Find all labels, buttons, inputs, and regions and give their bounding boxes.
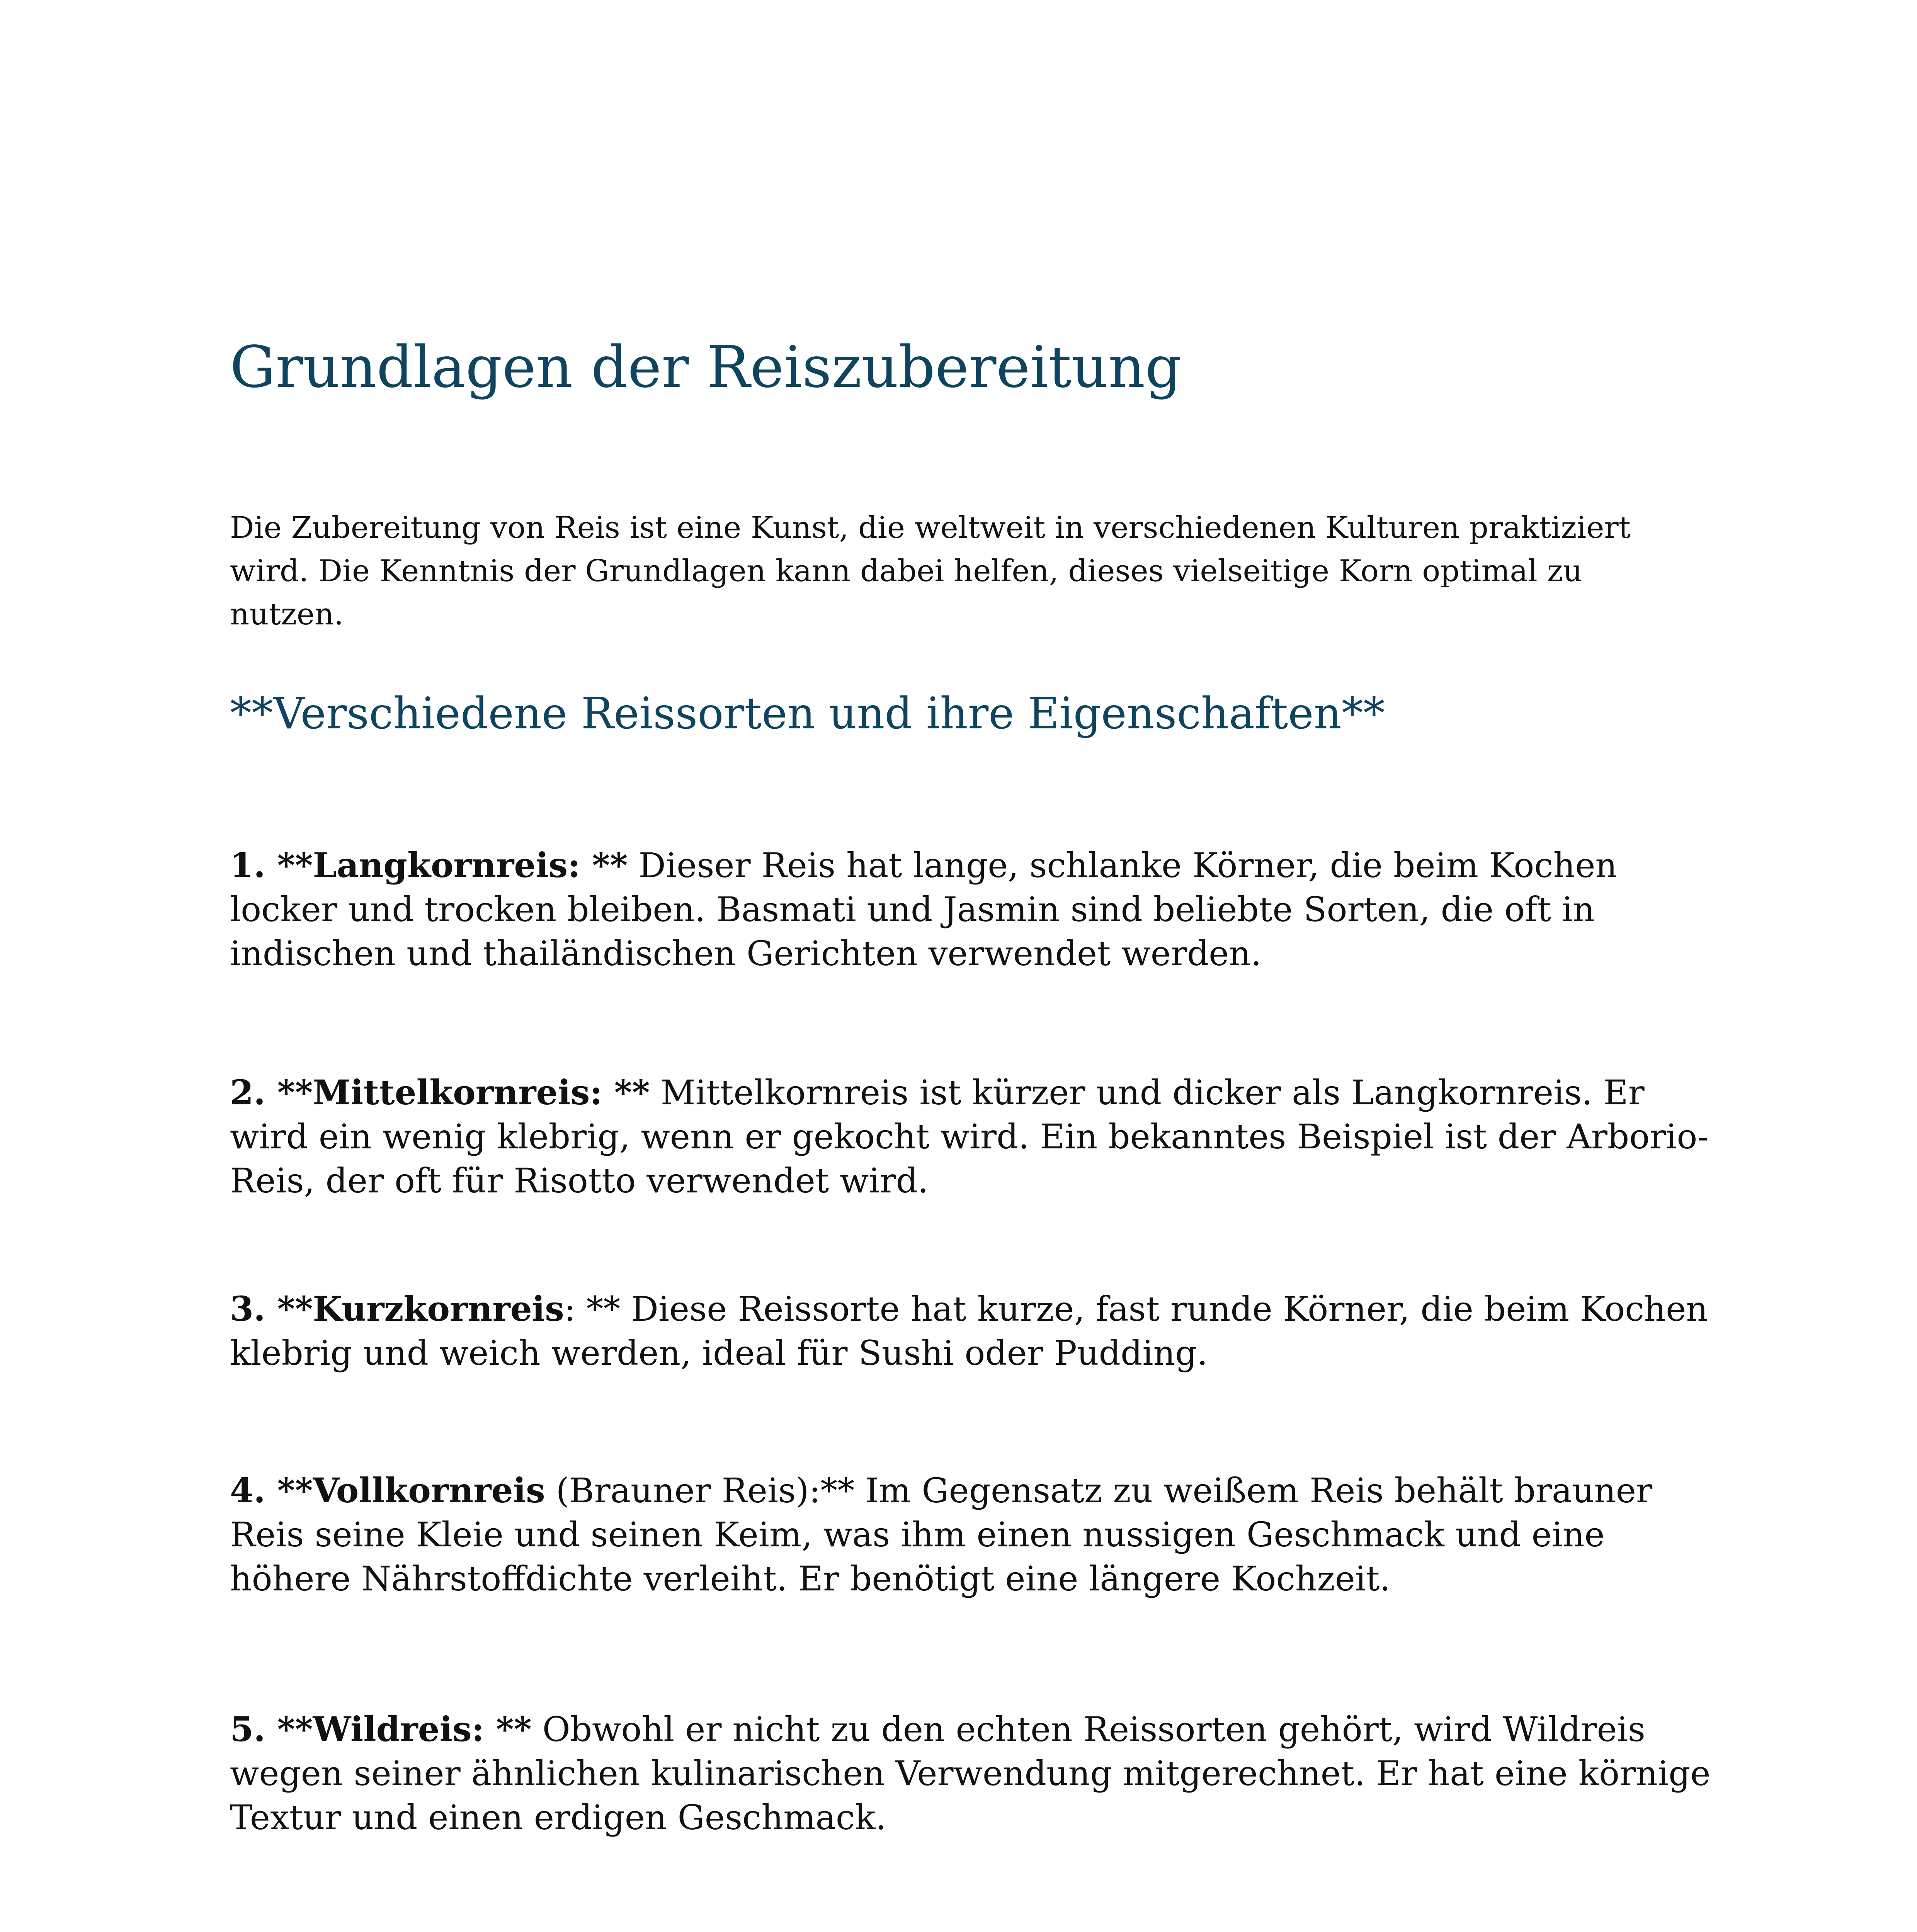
section-heading: **Verschiedene Reissorten und ihre Eigenschaften** xyxy=(230,689,1385,739)
rice-type-name: 2. **Mittelkornreis: ** xyxy=(230,1072,650,1112)
rice-type-item-3 xyxy=(230,1287,1729,1375)
rice-type-item-5 xyxy=(230,1707,1729,1840)
rice-type-description: Obwohl er nicht zu den echten Reissorten gehört, wird Wildreis wegen seiner ähnlichen kulinarischen Verwendung mitgerechnet. Er hat eine körnige Textur und einen erdigen Geschmack. xyxy=(230,1709,1711,1837)
intro-paragraph: Die Zubereitung von Reis ist eine Kunst, die weltweit in verschiedenen Kulturen praktiziert wird. Die Kenntnis der Grundlagen kann dabei helfen, dieses vielseitige Korn optimal zu nutzen. xyxy=(230,510,1631,632)
rice-type-name: 1. **Langkornreis: ** xyxy=(230,845,628,885)
rice-type-description: (Brauner Reis):** Im Gegensatz zu weißem Reis behält brauner Reis seine Kleie und seinen Keim, was ihm einen nussigen Geschmack und eine höhere Nährstoffdichte verleiht. Er benötigt eine längere Kochzeit. xyxy=(230,1471,1653,1599)
rice-type-name: 3. **Kurzkornreis xyxy=(230,1289,564,1329)
rice-type-name: 5. **Wildreis: ** xyxy=(230,1709,532,1749)
rice-type-name: 4. **Vollkornreis xyxy=(230,1470,545,1510)
rice-type-item-1 xyxy=(230,843,1729,976)
rice-type-description: : ** Diese Reissorte hat kurze, fast runde Körner, die beim Kochen klebrig und weich werden, ideal für Sushi oder Pudding. xyxy=(230,1289,1708,1373)
page-title: Grundlagen der Reiszubereitung xyxy=(230,334,1182,400)
rice-type-description: Mittelkornreis ist kürzer und dicker als Langkornreis. Er wird ein wenig klebrig, wenn er gekocht wird. Ein bekanntes Beispiel ist der Arborio-Reis, der oft für Risotto verwendet wird. xyxy=(230,1073,1709,1201)
rice-type-description: Dieser Reis hat lange, schlanke Körner, die beim Kochen locker und trocken bleiben. Basmati und Jasmin sind beliebte Sorten, die oft in indischen und thailändischen Gerichten verwendet werden. xyxy=(230,845,1618,973)
rice-type-item-2 xyxy=(230,1070,1729,1203)
rice-type-item-4 xyxy=(230,1468,1729,1601)
